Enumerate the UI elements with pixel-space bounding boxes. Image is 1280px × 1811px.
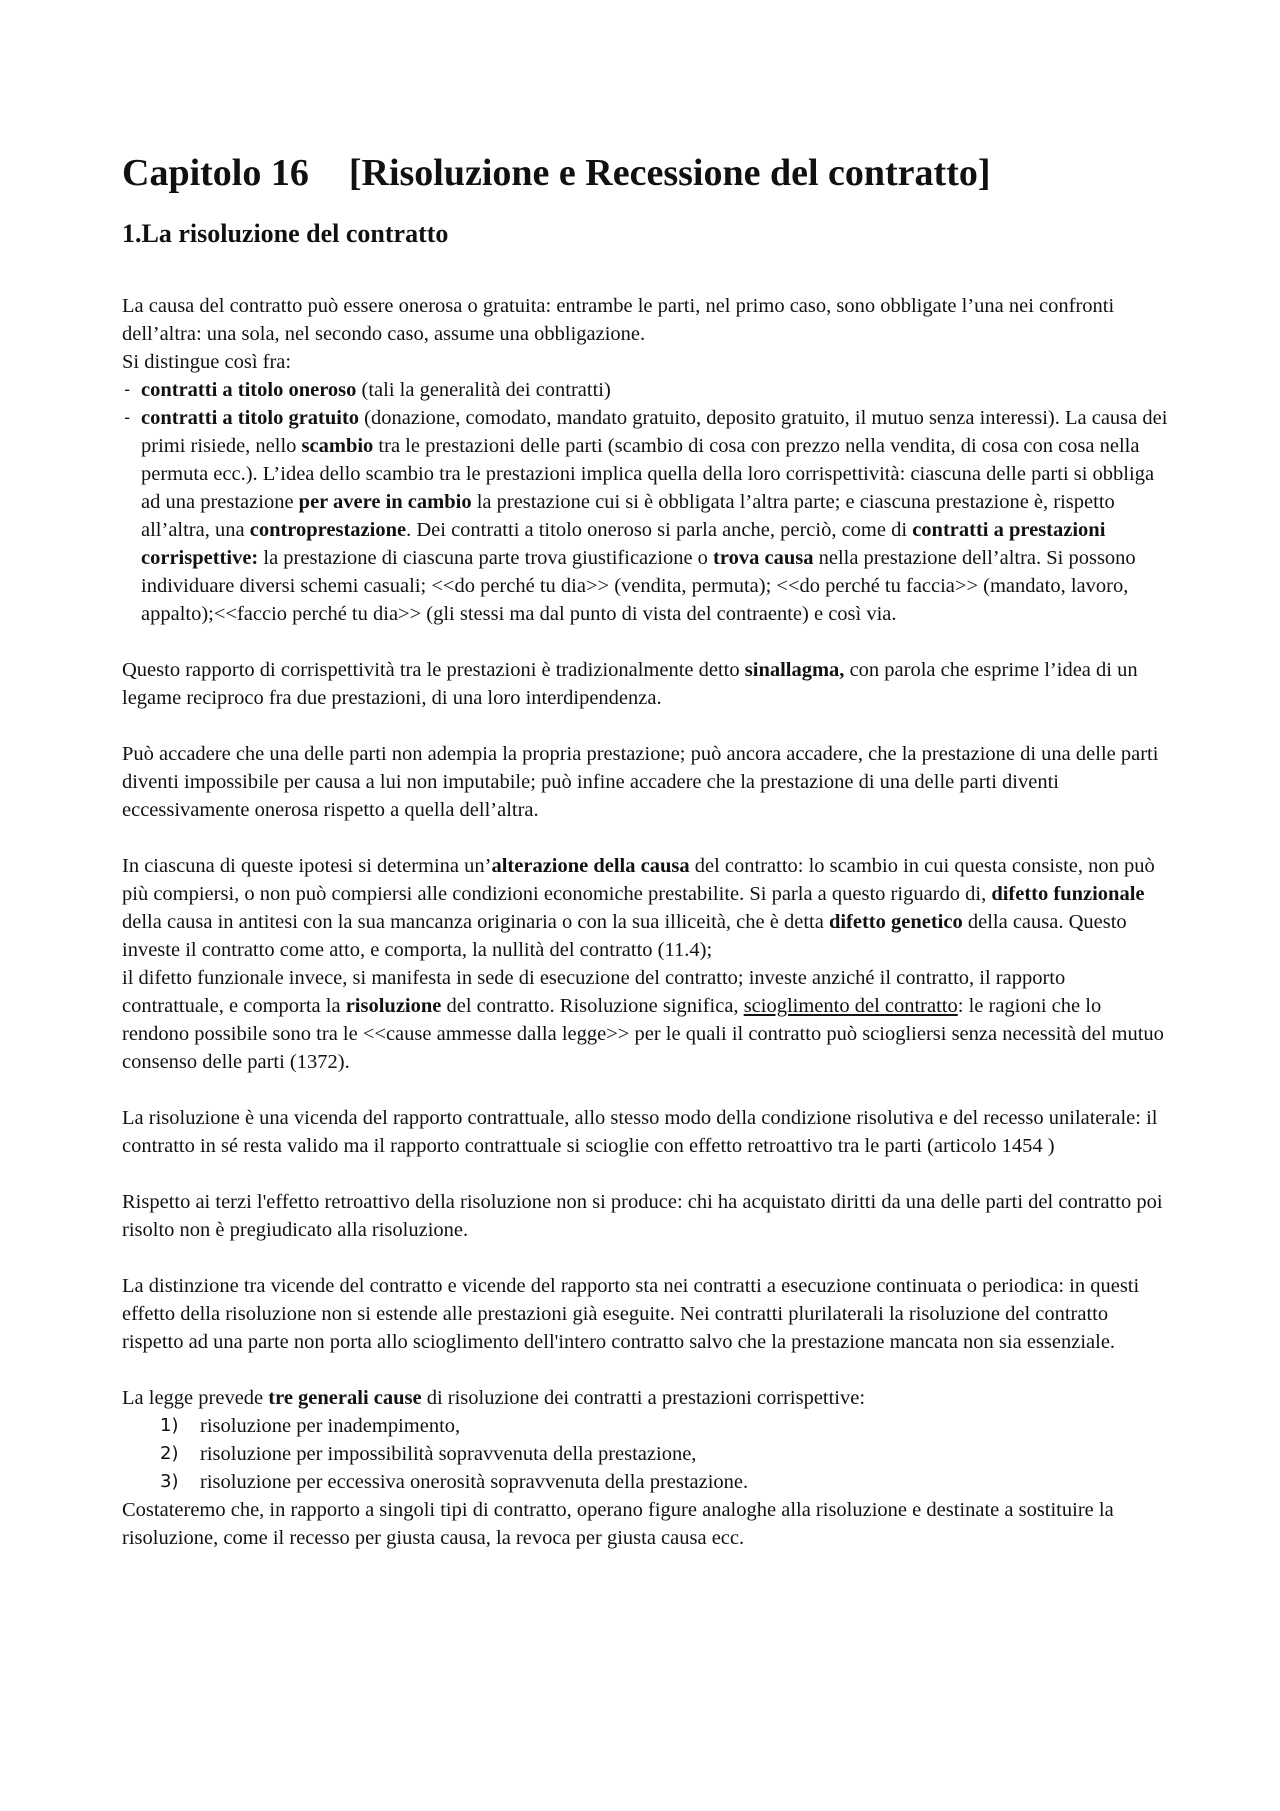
paragraph-vicenda: La risoluzione è una vicenda del rapporto contrattuale, allo stesso modo della condizione risolutiva e del recesso unilaterale: il contratto in sé resta valido ma il rapporto contrattuale si scioglie con effetto retroattivo tra le parti (articolo 1454 ) (122, 1107, 1158, 1157)
paragraph-cause: La legge prevede tre generali cause di risoluzione dei contratti a prestazioni corrispettive: (122, 1387, 866, 1409)
paragraph-difetto-funzionale: il difetto funzionale invece, si manifesta in sede di esecuzione del contratto; investe anziché il contratto, il rapporto contrattuale, e comporta la risoluzione del contratto. Risoluzione significa, scioglimento del contratto: le ragioni che lo rendono possibile sono tra le <<cause ammesse dalla legge>> per le quali il contratto può sciogliersi senza necessità del mutuo consenso delle parti (1372). (122, 967, 1164, 1073)
paragraph-causa: La causa del contratto può essere onerosa o gratuita: entrambe le parti, nel primo caso, sono obbligate l’una nei confronti dell’altra: una sola, nel secondo caso, assume una obbligazione. (122, 295, 1115, 345)
list-item: - contratti a titolo oneroso (tali la generalità dei contratti) (122, 376, 1172, 404)
paragraph-distinzione: La distinzione tra vicende del contratto e vicende del rapporto sta nei contratti a esecuzione continuata o periodica: in questi effetto della risoluzione non si estende alle prestazioni già eseguite. Nei contratti plurilaterali la risoluzione del contratto rispetto ad una parte non porta allo scioglimento dell'intero contratto salvo che la prestazione mancata non sia essenziale. (122, 1275, 1140, 1353)
paragraph-alterazione: In ciascuna di queste ipotesi si determina un’alterazione della causa del contratto: lo scambio in cui questa consiste, non può più compiersi, o non può compiersi alle condizioni economiche prestabilite. Si parla a questo riguardo di, difetto funzionale della causa in antitesi con la sua mancanza originaria o con la sua illiceità, che è detta difetto genetico della causa. Questo investe il contratto come atto, e comporta, la nullità del contratto (11.4); (122, 855, 1155, 961)
paragraph-distingue: Si distingue così fra: (122, 351, 292, 373)
paragraph-sinallagma: Questo rapporto di corrispettività tra le prestazioni è tradizionalmente detto sinallagma, con parola che esprime l’idea di un legame reciproco fra due prestazioni, di una loro interdipendenza. (122, 659, 1138, 709)
list-item: 1) risoluzione per inadempimento, (160, 1415, 461, 1437)
contract-types-list (122, 376, 1172, 628)
chapter-title: [Risoluzione e Recessione del contratto] (348, 152, 991, 194)
paragraph-costateremo: Costateremo che, in rapporto a singoli tipi di contratto, operano figure analoghe alla risoluzione e destinate a sostituire la risoluzione, come il recesso per giusta causa, la revoca per giusta causa ecc. (122, 1499, 1114, 1549)
causes-list (122, 1412, 1172, 1496)
chapter-label: Capitolo 16 (122, 152, 309, 194)
list-item: 2) risoluzione per impossibilità sopravvenuta della prestazione, (160, 1443, 697, 1465)
list-item: 3) risoluzione per eccessiva onerosità sopravvenuta della prestazione. (160, 1471, 749, 1493)
document-page (122, 150, 1172, 1552)
list-item: - contratti a titolo gratuito (donazione, comodato, mandato gratuito, deposito gratuito, il mutuo senza interessi). La causa dei primi risiede, nello scambio tra le prestazioni delle parti (scambio di cosa con prezzo nella vendita, di cosa con cosa nella permuta ecc.). L’idea dello scambio tra le prestazioni implica quella della loro corrispettività: ciascuna delle parti si obbliga ad una prestazione per avere in cambio la prestazione cui si è obbligata l’altra parte; e ciascuna prestazione è, rispetto all’altra, una controprestazione. Dei contratti a titolo oneroso si parla anche, perciò, come di contratti a prestazioni corrispettive: la prestazione di ciascuna parte trova giustificazione o trova causa nella prestazione dell’altra. Si possono individuare diversi schemi casuali; <<do perché tu dia>> (vendita, permuta); <<do perché tu faccia>> (mandato, lavoro, appalto);<<faccio perché tu dia>> (gli stessi ma dal punto di vista del contraente) e così via. (122, 404, 1172, 628)
chapter-heading (122, 150, 1172, 196)
section-heading: 1.La risoluzione del contratto (122, 219, 449, 248)
paragraph-ipotesi: Può accadere che una delle parti non adempia la propria prestazione; può ancora accadere, che la prestazione di una delle parti diventi impossibile per causa a lui non imputabile; può infine accadere che la prestazione di una delle parti diventi eccessivamente onerosa rispetto a quella dell’altra. (122, 743, 1159, 821)
paragraph-terzi: Rispetto ai terzi l'effetto retroattivo della risoluzione non si produce: chi ha acquistato diritti da una delle parti del contratto poi risolto non è pregiudicato alla risoluzione. (122, 1191, 1163, 1241)
